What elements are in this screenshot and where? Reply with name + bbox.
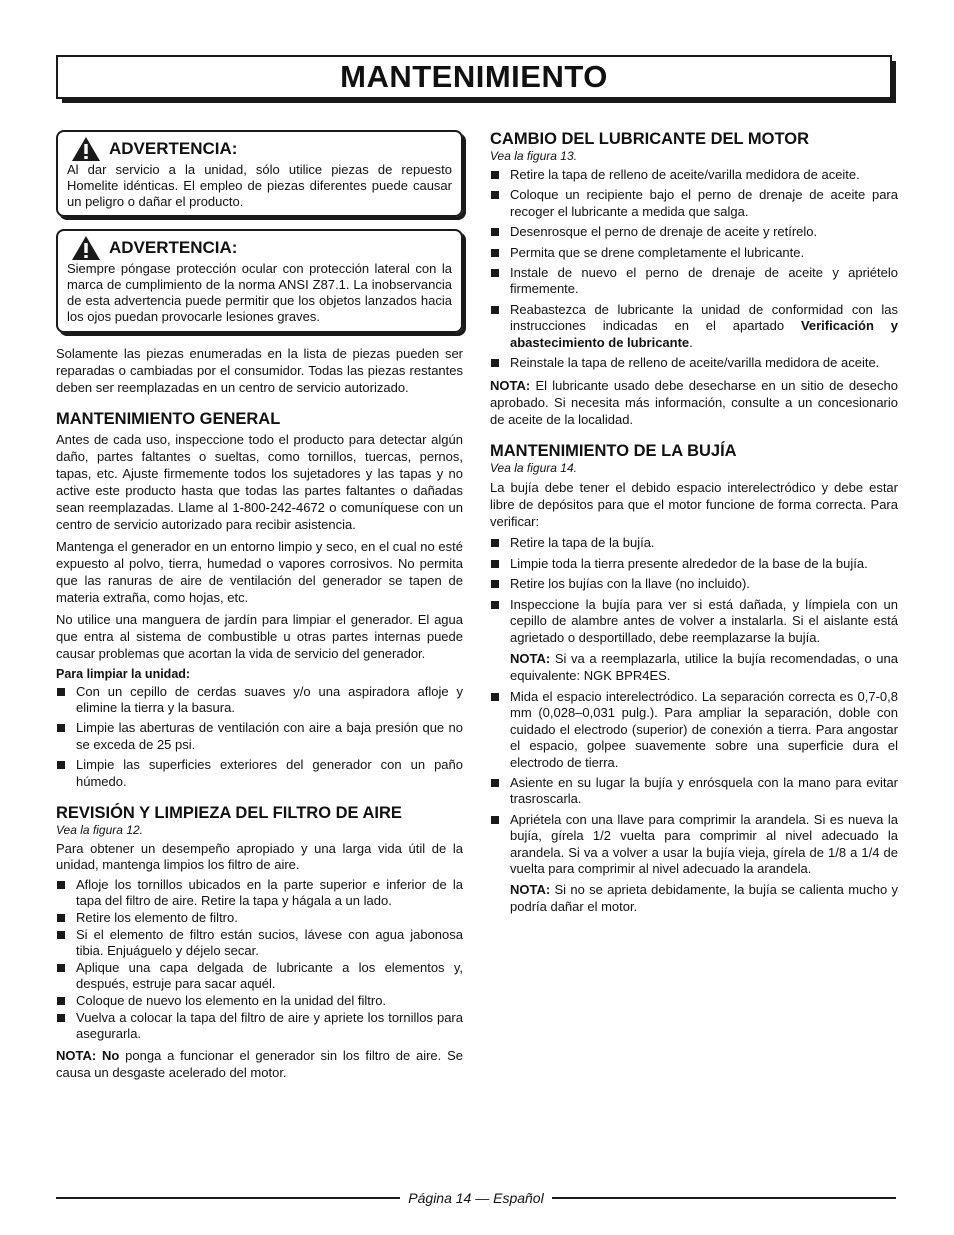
list-item: Limpie las aberturas de ventilación con aire a baja presión que no se exceda de 25 psi. — [56, 720, 463, 753]
list-item: Permita que se drene completamente el lubricante. — [490, 245, 898, 261]
warning-heading — [71, 235, 452, 261]
spark-list-b — [490, 689, 898, 877]
oil-list — [490, 167, 898, 371]
general-paragraph-1: Antes de cada uso, inspeccione todo el producto para detectar algún daño, partes faltantes o sueltas, como tornillos, tuercas, pernos, tapas, etc. Ajuste firmemente todos los sujetadores y las tapas y no active este producto hasta que todas las partes faltantes o dañadas sean reemplazadas. Llame al 1-800-242-4672 o comuníquese con un centro de servicio autorizado para recibir asistencia. — [56, 431, 463, 532]
section-heading-spark-plug: MANTENIMIENTO DE LA BUJÍA — [490, 442, 737, 461]
page-title: MANTENIMIENTO — [340, 59, 608, 94]
filter-list — [56, 877, 463, 1041]
list-item: Apriétela con una llave para comprimir la arandela. Si es nueva la bujía, gírela 1/2 vuelta para comprimir al nivel adecuado la arandela. Si va a volver a usar la bujía vieja, gírela de 1/8 a 1/4 de vuelta para comprimir al nivel adecuado la arandela. — [490, 812, 898, 878]
list-item: Retire los elemento de filtro. — [56, 910, 463, 925]
warning-text: Siempre póngase protección ocular con protección lateral con la marca de cumplimiento de la norma ANSI Z87.1. La inobservancia de esta advertencia puede permitir que los objetos lanzados hacia los ojos puedan provocarle lesiones graves. — [67, 261, 452, 324]
page-footer — [56, 1188, 896, 1208]
list-item: Coloque un recipiente bajo el perno de drenaje de aceite para recoger el lubricante a medida que salga. — [490, 187, 898, 220]
page-number: Página 14 — Español — [408, 1190, 544, 1206]
section-heading-filter: REVISIÓN Y LIMPIEZA DEL FILTRO DE AIRE — [56, 804, 402, 823]
figure-reference: Vea la figura 14. — [490, 461, 577, 476]
right-column — [490, 130, 898, 920]
list-item: Retire la tapa de relleno de aceite/varilla medidora de aceite. — [490, 167, 898, 183]
filter-note — [56, 1047, 463, 1081]
list-item: Limpie toda la tierra presente alrededor de la base de la bujía. — [490, 556, 898, 572]
list-item — [490, 302, 898, 351]
item-text: . — [689, 334, 693, 350]
filter-paragraph: Para obtener un desempeño apropiado y una larga vida útil de la unidad, mantenga limpios los filtro de aire. — [56, 841, 463, 872]
cleaning-subheading: Para limpiar la unidad: — [56, 666, 191, 681]
list-item: Inspeccione la bujía para ver si está dañada, y límpiela con un cepillo de alambre antes de volver a instalarla. Si el aislante está agrietado o desportillado, debe reemplazarse la bujía. — [490, 597, 898, 646]
general-paragraph-3: No utilice una manguera de jardín para limpiar el generador. El agua que entra al sistema de combustible u otras partes internas puede causar problemas que acortan la vida de servicio del generador. — [56, 611, 463, 661]
oil-note — [490, 377, 898, 428]
list-item: Reinstale la tapa de relleno de aceite/varilla medidora de aceite. — [490, 355, 898, 371]
list-item: Con un cepillo de cerdas suaves y/o una aspiradora afloje y elimine la tierra y la basura. — [56, 684, 463, 717]
list-item: Coloque de nuevo los elemento en la unidad del filtro. — [56, 993, 463, 1008]
spark-note-tighten — [490, 881, 898, 915]
note-text: El lubricante usado debe desecharse en un sitio de desecho aprobado. Si necesita más información, consulte a un concesionario de aceite de la localidad. — [490, 378, 898, 428]
list-item: Instale de nuevo el perno de drenaje de aceite y apriételo firmemente. — [490, 265, 898, 298]
warning-text: Al dar servicio a la unidad, sólo utilice piezas de repuesto Homelite idénticas. El empleo de piezas diferentes puede causar un peligro o dañar el producto. — [67, 162, 452, 209]
section-heading-oil: CAMBIO DEL LUBRICANTE DEL MOTOR — [490, 130, 810, 148]
warning-title: ADVERTENCIA: — [109, 238, 238, 258]
note-label: NOTA: — [56, 1048, 97, 1064]
note-label: NOTA: — [510, 650, 551, 666]
spark-note-replacement — [490, 650, 898, 684]
footer-rule-right — [552, 1197, 896, 1199]
general-paragraph-2: Mantenga el generador en un entorno limpio y seco, en el cual no esté expuesto al polvo, tierra, humedad o vapores corrosivos. No permita que las ranuras de aire de ventilación del generador se tapen de materia extraña, como hojas, etc. — [56, 538, 463, 605]
note-label: NOTA: — [490, 378, 531, 394]
note-text: Si va a reemplazarla, utilice la bujía recomendadas, o una equivalente: NGK BPR4ES. — [510, 650, 898, 683]
item-text: Reabastezca de lubricante la unidad de conformidad con las instrucciones indicadas en el apartado — [510, 301, 898, 334]
warning-box-eye-protection — [56, 229, 463, 332]
note-emphasis: No — [102, 1048, 120, 1064]
title-banner — [56, 55, 896, 103]
intro-paragraph: Solamente las piezas enumeradas en la lista de piezas pueden ser reparadas o cambiadas por el consumidor. Todas las piezas restantes deben ser reemplazadas en un centro de servicio autorizado. — [56, 345, 463, 395]
warning-box-parts — [56, 130, 463, 217]
warning-triangle-icon — [71, 235, 101, 261]
list-item: Vuelva a colocar la tapa del filtro de aire y apriete los tornillos para asegurarla. — [56, 1010, 463, 1041]
list-item: Mida el espacio interelectródico. La separación correcta es 0,7-0,8 mm (0,028–0,031 pulg.). Para ampliar la separación, doble con cuidado el electrodo (superior) de conexión a tierra. Para angostar el espacio, golpee suavemente sobre una superficie dura el electrodo de tierra. — [490, 689, 898, 771]
figure-reference: Vea la figura 13. — [490, 149, 577, 163]
list-item: Asiente en su lugar la bujía y enrósquela con la mano para evitar trasroscarla. — [490, 775, 898, 808]
section-heading-general: MANTENIMIENTO GENERAL — [56, 409, 281, 428]
list-item: Si el elemento de filtro están sucios, lávese con agua jabonosa tibia. Enjuáguelo y déjelo secar. — [56, 927, 463, 958]
title-box — [56, 55, 892, 99]
warning-triangle-icon — [71, 136, 101, 162]
note-label: NOTA: — [510, 882, 551, 898]
figure-reference: Vea la figura 12. — [56, 823, 143, 838]
footer-rule-left — [56, 1197, 400, 1199]
cleaning-list — [56, 684, 463, 790]
list-item: Limpie las superficies exteriores del generador con un paño húmedo. — [56, 757, 463, 790]
list-item: Aplique una capa delgada de lubricante a los elementos y, después, estruje para sacar aquél. — [56, 960, 463, 991]
list-item: Desenrosque el perno de drenaje de aceite y retírelo. — [490, 224, 898, 240]
list-item: Retire los bujías con la llave (no incluido). — [490, 576, 898, 592]
note-text: Si no se aprieta debidamente, la bujía se calienta mucho y podría dañar el motor. — [510, 882, 898, 915]
warning-heading — [71, 136, 452, 162]
list-item: Afloje los tornillos ubicados en la parte superior e inferior de la tapa del filtro de aire. Retire la tapa y hágala a un lado. — [56, 877, 463, 908]
warning-title: ADVERTENCIA: — [109, 139, 238, 158]
left-column — [56, 130, 463, 1081]
item-reference: Verificación y abastecimiento de lubricante — [510, 318, 898, 350]
spark-list-a — [490, 535, 898, 645]
list-item: Retire la tapa de la bujía. — [490, 535, 898, 551]
spark-paragraph: La bujía debe tener el debido espacio interelectródico y debe estar libre de depósitos para que el motor funcione de forma correcta. Para verificar: — [490, 480, 898, 530]
note-text: ponga a funcionar el generador sin los filtro de aire. Se causa un desgaste acelerado del motor. — [56, 1048, 463, 1081]
